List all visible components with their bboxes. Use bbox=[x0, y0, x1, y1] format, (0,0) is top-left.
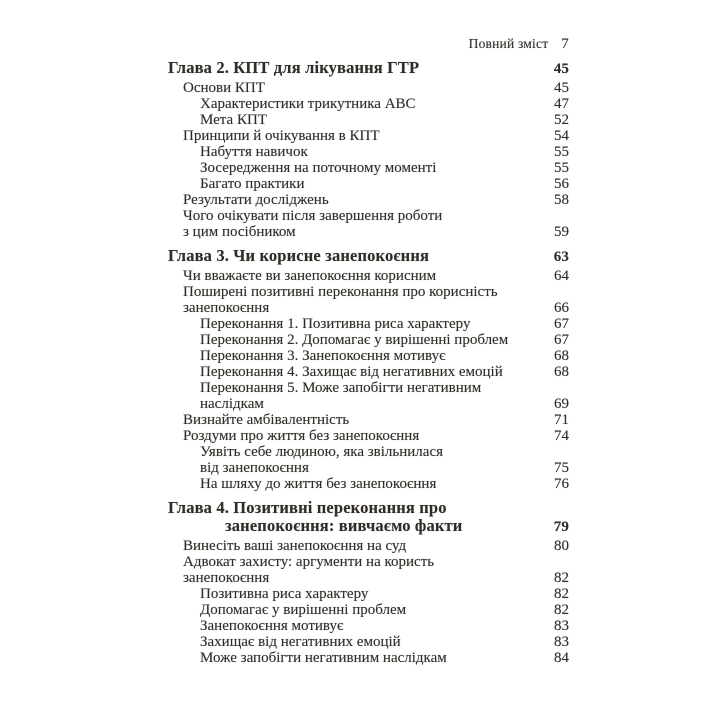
toc-entry-text bbox=[168, 316, 546, 332]
toc-entry bbox=[168, 160, 569, 176]
toc-page-number: 71 bbox=[554, 412, 569, 428]
chapter-heading-text bbox=[168, 499, 546, 535]
toc-entry-line: Основи КПТ bbox=[183, 80, 265, 96]
toc-entry-text bbox=[168, 554, 546, 586]
toc-entry-line: від занепокоєння bbox=[200, 460, 309, 476]
toc-entry-text bbox=[168, 364, 546, 380]
toc-entry-text bbox=[168, 176, 546, 192]
toc-entry-line: Мета КПТ bbox=[200, 112, 267, 128]
toc-page-number: 82 bbox=[554, 570, 569, 586]
toc-entry-line: Поширені позитивні переконання про корисність bbox=[183, 284, 498, 300]
toc-entry-line: Багато практики bbox=[200, 176, 305, 192]
toc-entry bbox=[168, 284, 569, 316]
toc-entry-text bbox=[168, 618, 546, 634]
toc-entry bbox=[168, 428, 569, 444]
toc-entry bbox=[168, 476, 569, 492]
chapter-heading-line: Глава 3. Чи корисне занепокоєння bbox=[168, 246, 430, 265]
toc-entry-text bbox=[168, 332, 546, 348]
toc-entry bbox=[168, 192, 569, 208]
toc-entry-line: Переконання 4. Захищає від негативних емоцій bbox=[200, 364, 503, 380]
toc-entry-text bbox=[168, 634, 546, 650]
chapter-heading bbox=[168, 59, 569, 77]
toc-entry-text bbox=[168, 602, 546, 618]
chapter-heading bbox=[168, 247, 569, 265]
toc-entry-text bbox=[168, 412, 546, 428]
toc-entry-line: Захищає від негативних емоцій bbox=[200, 634, 401, 650]
toc-page-number: 68 bbox=[554, 348, 569, 364]
toc-page-number: 83 bbox=[554, 634, 569, 650]
toc-entry-line: Зосередження на поточному моменті bbox=[200, 160, 437, 176]
toc-page-number: 74 bbox=[554, 428, 569, 444]
toc-entry bbox=[168, 364, 569, 380]
toc-entry-line: Може запобігти негативним наслідкам bbox=[200, 650, 447, 666]
toc-entry bbox=[168, 128, 569, 144]
toc-entry bbox=[168, 412, 569, 428]
toc-entry bbox=[168, 208, 569, 240]
toc-page-number: 80 bbox=[554, 538, 569, 554]
toc-entry-line: занепокоєння bbox=[183, 570, 270, 586]
toc-entry-text bbox=[168, 160, 546, 176]
toc-page-number: 47 bbox=[554, 96, 569, 112]
chapter-heading-line: Глава 2. КПТ для лікування ГТР bbox=[168, 58, 420, 77]
toc-entry-text bbox=[168, 112, 546, 128]
toc-page-number: 56 bbox=[554, 176, 569, 192]
toc-entry-line: Переконання 3. Занепокоєння мотивує bbox=[200, 348, 446, 364]
toc-entry-line: Переконання 5. Може запобігти негативним bbox=[200, 380, 482, 396]
toc-entry bbox=[168, 348, 569, 364]
toc-entry bbox=[168, 332, 569, 348]
toc-entry-text bbox=[168, 538, 546, 554]
toc-entry-line: Переконання 2. Допомагає у вирішенні проблем bbox=[200, 332, 509, 348]
toc-entry-line: Набуття навичок bbox=[200, 144, 308, 160]
toc-entry-line: Характеристики трикутника АВС bbox=[200, 96, 416, 112]
chapter-heading-text bbox=[168, 247, 546, 265]
toc-page-number: 75 bbox=[554, 460, 569, 476]
toc-page-number: 68 bbox=[554, 364, 569, 380]
toc-entry bbox=[168, 80, 569, 96]
toc-entry-line: На шляху до життя без занепокоєння bbox=[200, 476, 437, 492]
toc-entry-line: Результати досліджень bbox=[183, 192, 329, 208]
toc-page-number: 79 bbox=[553, 519, 569, 535]
chapter-heading bbox=[168, 499, 569, 535]
toc-page-number: 76 bbox=[554, 476, 569, 492]
toc-page-number: 82 bbox=[554, 602, 569, 618]
toc-entry-text bbox=[168, 380, 546, 412]
toc-entry bbox=[168, 634, 569, 650]
toc-entry-line: з цим посібником bbox=[183, 224, 296, 240]
toc-entry-line: Уявіть себе людиною, яка звільнилася bbox=[200, 444, 444, 460]
toc-entry-line: наслідкам bbox=[200, 396, 264, 412]
toc-entry-text bbox=[168, 192, 546, 208]
toc-entry-line: Чи вважаєте ви занепокоєння корисним bbox=[183, 268, 437, 284]
toc-entry bbox=[168, 144, 569, 160]
toc-entry bbox=[168, 444, 569, 476]
toc-entry-line: Допомагає у вирішенні проблем bbox=[200, 602, 407, 618]
toc-entry bbox=[168, 650, 569, 666]
toc-entry-line: занепокоєння bbox=[183, 300, 270, 316]
toc-entry bbox=[168, 538, 569, 554]
toc-entry bbox=[168, 112, 569, 128]
toc-entry-text bbox=[168, 96, 546, 112]
toc-entry bbox=[168, 586, 569, 602]
running-header bbox=[168, 36, 569, 52]
toc-entry bbox=[168, 602, 569, 618]
toc-page-number: 55 bbox=[554, 160, 569, 176]
toc-entry-line: Переконання 1. Позитивна риса характеру bbox=[200, 316, 471, 332]
toc-entry-text bbox=[168, 650, 546, 666]
toc-entry-line: Роздуми про життя без занепокоєння bbox=[183, 428, 420, 444]
running-header-title: Повний зміст bbox=[468, 36, 549, 51]
toc-page-number: 55 bbox=[554, 144, 569, 160]
toc-entry-text bbox=[168, 444, 546, 476]
toc-entry-line: Винесіть ваші занепокоєння на суд bbox=[183, 538, 407, 554]
toc-page-number: 84 bbox=[554, 650, 569, 666]
toc-page-number: 59 bbox=[554, 224, 569, 240]
toc-entry bbox=[168, 618, 569, 634]
toc-entry-text bbox=[168, 428, 546, 444]
toc-entry-line: Чого очікувати після завершення роботи bbox=[183, 208, 443, 224]
toc-page-number: 63 bbox=[553, 249, 569, 265]
toc-entry-text bbox=[168, 268, 546, 284]
toc-entry-line: Адвокат захисту: аргументи на користь bbox=[183, 554, 435, 570]
toc-page-number: 54 bbox=[554, 128, 569, 144]
toc-entry bbox=[168, 316, 569, 332]
toc-page-number: 58 bbox=[554, 192, 569, 208]
toc-entry bbox=[168, 96, 569, 112]
toc-page-number: 45 bbox=[554, 80, 569, 96]
toc-entry-line: Занепокоєння мотивує bbox=[200, 618, 344, 634]
toc-entry-line: Принципи й очікування в КПТ bbox=[183, 128, 380, 144]
toc-entry-text bbox=[168, 348, 546, 364]
toc-page-number: 66 bbox=[554, 300, 569, 316]
toc-entry bbox=[168, 268, 569, 284]
toc-entry-text bbox=[168, 208, 546, 240]
page-folio: 7 bbox=[561, 36, 569, 52]
toc-entry-text bbox=[168, 80, 546, 96]
toc-entry-text bbox=[168, 144, 546, 160]
table-of-contents bbox=[168, 59, 569, 666]
toc-entry-text bbox=[168, 284, 546, 316]
toc-page-number: 52 bbox=[554, 112, 569, 128]
toc-content bbox=[168, 36, 569, 666]
toc-entry bbox=[168, 380, 569, 412]
chapter-heading-line: занепокоєння: вивчаємо факти bbox=[225, 516, 463, 535]
toc-entry-text bbox=[168, 128, 546, 144]
chapter-heading-text bbox=[168, 59, 546, 77]
toc-page-number: 82 bbox=[554, 586, 569, 602]
toc-page-number: 67 bbox=[554, 332, 569, 348]
toc-entry-line: Визнайте амбівалентність bbox=[183, 412, 350, 428]
toc-page-number: 67 bbox=[554, 316, 569, 332]
toc-page-number: 83 bbox=[554, 618, 569, 634]
chapter-heading-line: Глава 4. Позитивні переконання про bbox=[168, 498, 447, 517]
toc-entry-text bbox=[168, 586, 546, 602]
toc-page-number: 64 bbox=[554, 268, 569, 284]
toc-page-number: 45 bbox=[553, 61, 569, 77]
toc-entry-text bbox=[168, 476, 546, 492]
toc-entry bbox=[168, 554, 569, 586]
toc-entry-line: Позитивна риса характеру bbox=[200, 586, 369, 602]
toc-page-number: 69 bbox=[554, 396, 569, 412]
toc-entry bbox=[168, 176, 569, 192]
